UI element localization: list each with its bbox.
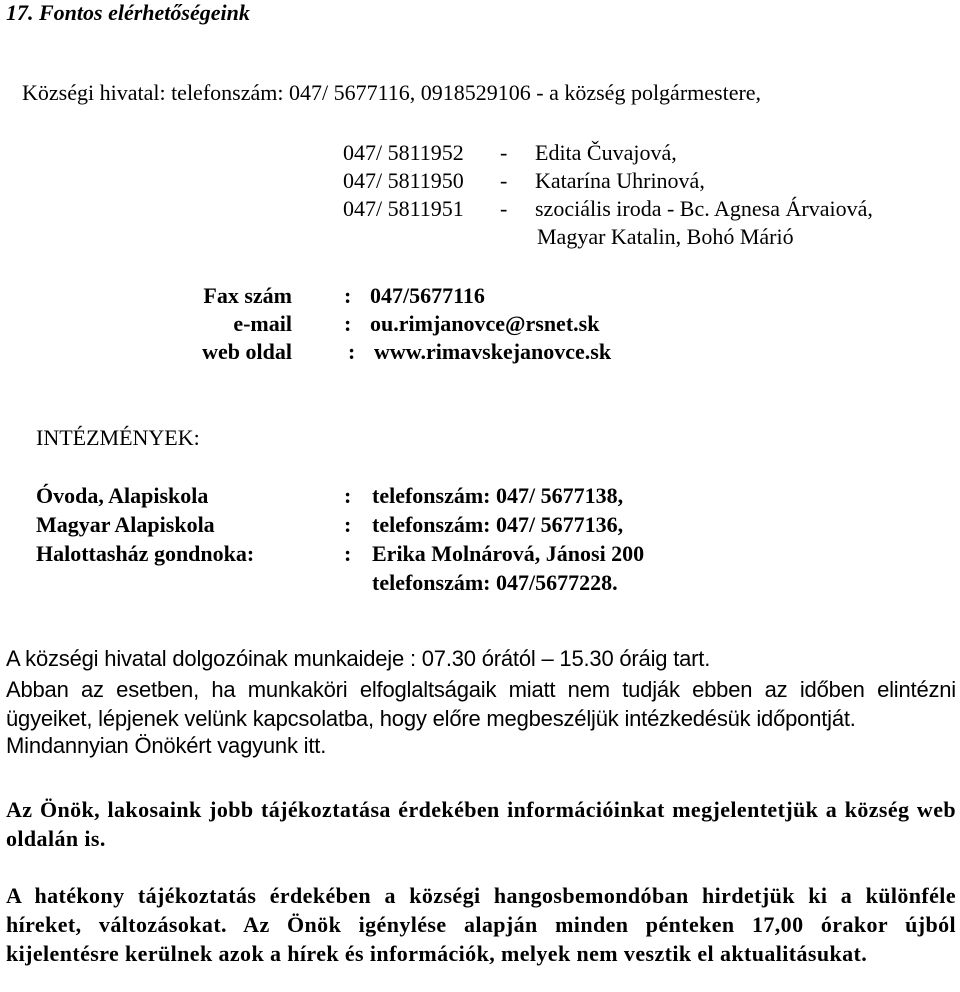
phone-name: szociális iroda - Bc. Agnesa Árvaiová, (535, 196, 873, 221)
email-value: ou.rimjanovce@rsnet.sk (370, 311, 600, 336)
institution-name: Magyar Alapiskola (36, 512, 215, 537)
web-label: web oldal (202, 339, 292, 364)
office-hours-closing: Mindannyian Önökért vagyunk itt. (6, 733, 327, 758)
info-paragraph-web: Az Önök, lakosaink jobb tájékoztatása érdekében információinkat megjelentetjük a község web oldalán is. (6, 797, 956, 851)
section-title-text: Fontos elérhetőségeink (39, 0, 250, 25)
institution-name: Halottasház gondnoka: (36, 541, 255, 566)
phone-number: 047/ 5811951 (343, 196, 464, 221)
phone-dash: - (500, 196, 508, 221)
office-hours-paragraph: Abban az esetben, ha munkaköri elfoglaltságaik miatt nem tudják ebben az időben elintézni ügyeiket, lépjenek velünk kapcsolatba, hogy előre megbeszéljük intézkedésük időpontját. (6, 677, 956, 731)
info-paragraph-broadcast: A hatékony tájékoztatás érdekében a községi hangosbemondóban hirdetjük ki a különféle híreket, változásokat. Az Önök igénylése alapján minden pénteken 17,00 órakor újból kijelentésre kerülnek azok a hírek és információk, melyek nem vesztik el aktualitásukat. (6, 883, 956, 966)
email-label: e-mail (233, 311, 292, 336)
email-colon: : (344, 311, 352, 336)
web-value: www.rimavskejanovce.sk (374, 339, 612, 364)
institution-extra-phone: telefonszám: 047/5677228. (372, 570, 618, 595)
institution-colon: : (344, 483, 352, 508)
phone-dash: - (500, 168, 508, 193)
institution-colon: : (344, 512, 352, 537)
institution-value: Erika Molnárová, Jánosi 200 (372, 541, 645, 566)
phone-name-continued: Magyar Katalin, Bohó Márió (537, 224, 794, 249)
institution-value: telefonszám: 047/ 5677138, (372, 483, 624, 508)
web-colon: : (348, 339, 356, 364)
institution-value: telefonszám: 047/ 5677136, (372, 512, 624, 537)
institution-name: Óvoda, Alapiskola (36, 483, 209, 508)
phone-dash: - (500, 140, 508, 165)
section-number: 17. (6, 0, 34, 25)
phone-name: Edita Čuvajová, (535, 140, 677, 165)
fax-label: Fax szám (203, 283, 292, 308)
office-main-line: Községi hivatal: telefonszám: 047/ 5677116, 0918529106 - a község polgármestere, (22, 80, 762, 105)
office-hours-line: A községi hivatal dolgozóinak munkaideje : 07.30 órától – 15.30 óráig tart. (6, 646, 711, 671)
fax-value: 047/5677116 (370, 283, 485, 308)
section-title (6, 0, 250, 26)
phone-number: 047/ 5811952 (343, 140, 464, 165)
fax-colon: : (344, 283, 352, 308)
phone-number: 047/ 5811950 (343, 168, 464, 193)
institutions-heading: INTÉZMÉNYEK: (36, 425, 200, 450)
institution-colon: : (344, 541, 352, 566)
phone-name: Katarína Uhrinová, (535, 168, 705, 193)
